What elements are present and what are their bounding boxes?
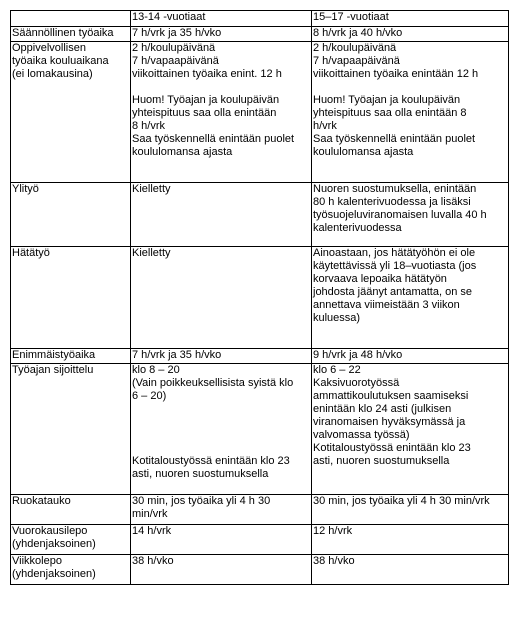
table-row — [11, 495, 509, 525]
table-row — [11, 42, 509, 183]
cell-13-14: 7 h/vrk ja 35 h/vko — [131, 27, 312, 42]
row-label: Hätätyö — [11, 247, 131, 349]
cell-13-14: Kielletty — [131, 247, 312, 349]
cell-15-17: 2 h/koulupäivänä 7 h/vapaapäivänä viikoittainen työaika enintään 12 h Huom! Työajan ja koulupäivän yhteispituus saa olla enintään 8 h/vrk Saa työskennellä enintään puolet koululomansa ajasta — [312, 42, 509, 183]
row-label: Viikkolepo (yhdenjaksoinen) — [11, 555, 131, 585]
cell-13-14: 7 h/vrk ja 35 h/vko — [131, 349, 312, 364]
working-hours-table-container — [10, 10, 509, 585]
row-label: Vuorokausilepo (yhdenjaksoinen) — [11, 525, 131, 555]
cell-15-17: Nuoren suostumuksella, enintään 80 h kalenterivuodessa ja lisäksi työsuojeluviranomaisen luvalla 40 h kalenterivuodessa — [312, 183, 509, 247]
working-hours-table — [10, 10, 509, 585]
row-label: Oppivelvollisen työaika kouluaikana (ei lomakausina) — [11, 42, 131, 183]
table-row — [11, 525, 509, 555]
cell-15-17: 30 min, jos työaika yli 4 h 30 min/vrk — [312, 495, 509, 525]
cell-13-14: 38 h/vko — [131, 555, 312, 585]
cell-13-14: 2 h/koulupäivänä 7 h/vapaapäivänä viikoittainen työaika enint. 12 h Huom! Työajan ja koulupäivän yhteispituus saa olla enintään 8 h/vrk Saa työskennellä enintään puolet koululomansa ajasta — [131, 42, 312, 183]
cell-13-14: 14 h/vrk — [131, 525, 312, 555]
table-row — [11, 183, 509, 247]
header-13-14: 13-14 -vuotiaat — [131, 11, 312, 27]
cell-13-14: Kielletty — [131, 183, 312, 247]
row-label: Ruokatauko — [11, 495, 131, 525]
header-15-17: 15–17 -vuotiaat — [312, 11, 509, 27]
table-row — [11, 349, 509, 364]
header-blank-cell — [11, 11, 131, 27]
table-row — [11, 364, 509, 495]
table-row — [11, 555, 509, 585]
row-label: Enimmäistyöaika — [11, 349, 131, 364]
cell-15-17: Ainoastaan, jos hätätyöhön ei ole käytettävissä yli 18–vuotiasta (jos korvaava lepoaika hätätyön johdosta jäänyt antamatta, on se annettava viimeistään 3 viikon kuluessa) — [312, 247, 509, 349]
cell-15-17: klo 6 – 22 Kaksivuorotyössä ammattikoulutuksen saamiseksi enintään klo 24 asti (julkisen viranomaisen hyväksymässä ja valvomassa työssä) Kotitaloustyössä enintään klo 23 asti, nuoren suostumuksella — [312, 364, 509, 495]
cell-15-17: 38 h/vko — [312, 555, 509, 585]
table-header-row — [11, 11, 509, 27]
cell-15-17: 8 h/vrk ja 40 h/vko — [312, 27, 509, 42]
row-label: Säännöllinen työaika — [11, 27, 131, 42]
cell-13-14: klo 8 – 20 (Vain poikkeuksellisista syistä klo 6 – 20) Kotitaloustyössä enintään klo 23 asti, nuoren suostumuksella — [131, 364, 312, 495]
row-label: Ylityö — [11, 183, 131, 247]
table-row — [11, 27, 509, 42]
table-row — [11, 247, 509, 349]
cell-15-17: 12 h/vrk — [312, 525, 509, 555]
cell-13-14: 30 min, jos työaika yli 4 h 30 min/vrk — [131, 495, 312, 525]
row-label: Työajan sijoittelu — [11, 364, 131, 495]
cell-15-17: 9 h/vrk ja 48 h/vko — [312, 349, 509, 364]
